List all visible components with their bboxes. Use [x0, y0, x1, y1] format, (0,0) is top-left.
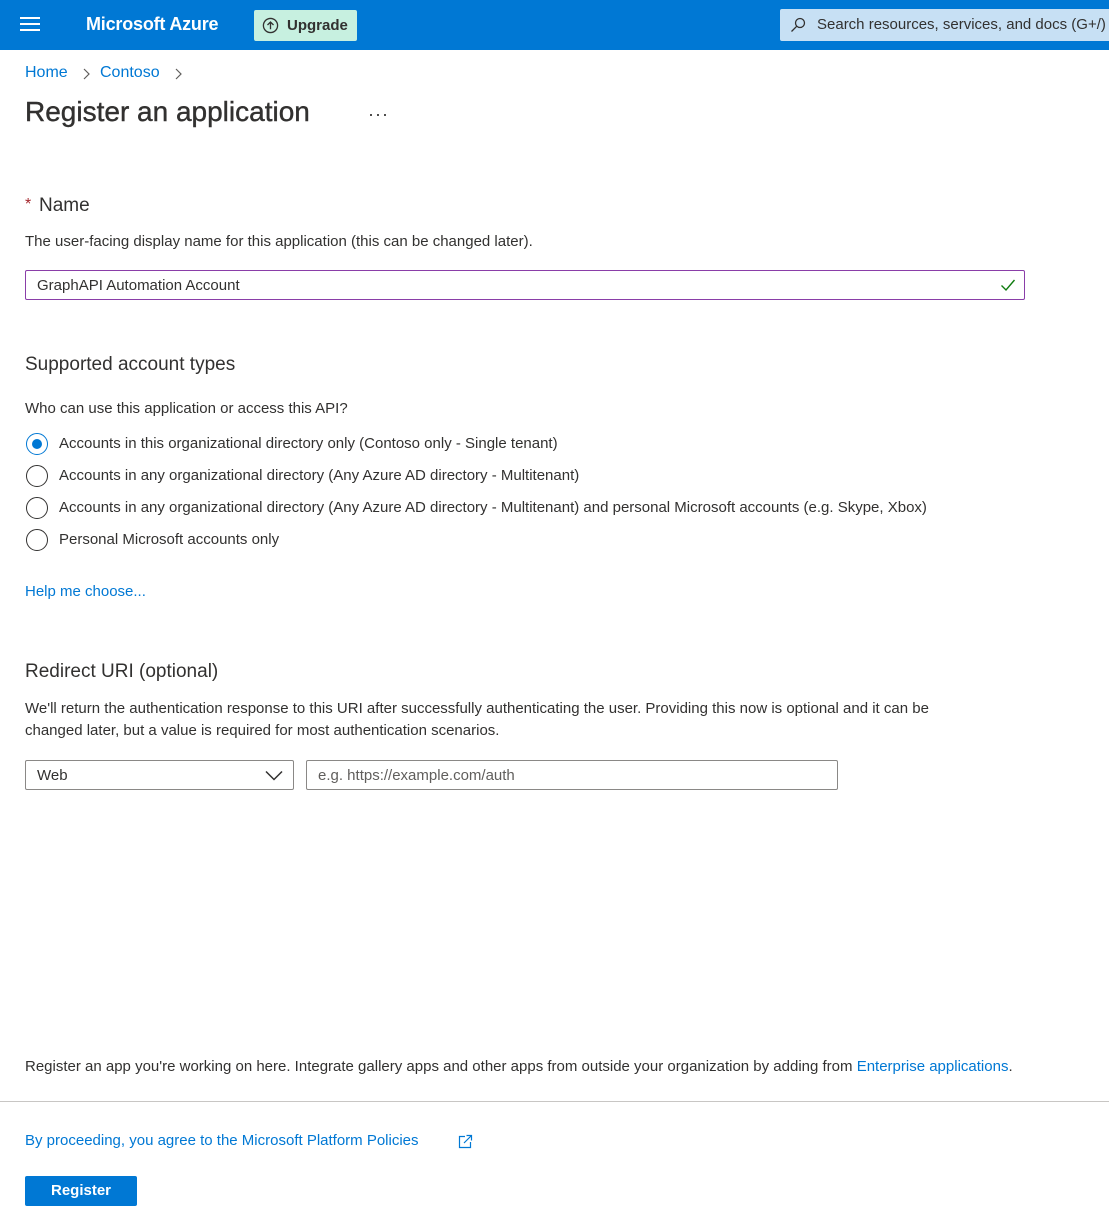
search-icon: [790, 17, 806, 33]
platform-select[interactable]: [25, 760, 294, 790]
radio-multitenant[interactable]: [26, 465, 48, 487]
redirect-heading: Redirect URI (optional): [25, 661, 219, 682]
redirect-description-line2: changed later, but a value is required for most authentication scenarios.: [25, 722, 500, 739]
page-title: Register an application: [25, 96, 310, 127]
search-placeholder: Search resources, services, and docs (G+/): [817, 16, 1106, 33]
account-types-question: Who can use this application or access this API?: [25, 400, 348, 417]
name-input[interactable]: [25, 270, 1025, 300]
radio-label-personal-only[interactable]: Personal Microsoft accounts only: [59, 531, 280, 548]
account-types-heading: Supported account types: [25, 354, 236, 375]
platform-select-value: Web: [37, 767, 68, 784]
help-me-choose-link[interactable]: Help me choose...: [25, 583, 146, 600]
name-input-value: GraphAPI Automation Account: [37, 277, 240, 294]
breadcrumb-contoso[interactable]: Contoso: [100, 64, 160, 81]
brand-title[interactable]: Microsoft Azure: [86, 14, 219, 34]
enterprise-applications-link[interactable]: Enterprise applications: [856, 1058, 1009, 1075]
more-options-button[interactable]: ···: [368, 104, 389, 124]
platform-policies-link[interactable]: By proceeding, you agree to the Microsoft Platform Policies: [25, 1132, 419, 1149]
radio-multitenant-personal[interactable]: [26, 497, 48, 519]
chevron-right-icon: [173, 67, 183, 81]
breadcrumb-home[interactable]: Home: [25, 64, 68, 81]
footer-note: [25, 1058, 1013, 1075]
chevron-down-icon: [265, 770, 283, 781]
upgrade-label: Upgrade: [287, 17, 348, 34]
footer-note-end: .: [1008, 1058, 1013, 1075]
external-link-icon[interactable]: [457, 1134, 473, 1150]
arrow-up-circle-icon: [262, 17, 279, 34]
name-description: The user-facing display name for this application (this can be changed later).: [25, 233, 533, 250]
radio-label-single-tenant[interactable]: Accounts in this organizational directory only (Contoso only - Single tenant): [59, 435, 558, 452]
redirect-uri-input-wrapper: [306, 760, 838, 790]
register-button[interactable]: Register: [25, 1176, 137, 1206]
radio-label-multitenant-personal[interactable]: Accounts in any organizational directory (Any Azure AD directory - Multitenant) and personal Microsoft accounts (e.g. Skype, Xbox): [59, 499, 927, 516]
checkmark-icon: [1000, 278, 1016, 292]
redirect-uri-input[interactable]: [307, 761, 837, 789]
chevron-right-icon: [81, 67, 91, 81]
required-marker: *: [25, 196, 32, 213]
redirect-description-line1: We'll return the authentication response to this URI after successfully authenticating the user. Providing this now is optional and it can be: [25, 700, 929, 717]
hamburger-menu-icon[interactable]: [20, 17, 40, 33]
radio-personal-only[interactable]: [26, 529, 48, 551]
top-bar: [0, 0, 1109, 50]
footer-divider: [0, 1101, 1109, 1102]
radio-single-tenant[interactable]: [26, 433, 48, 455]
radio-label-multitenant[interactable]: Accounts in any organizational directory (Any Azure AD directory - Multitenant): [59, 467, 580, 484]
footer-note-text: Register an app you're working on here. Integrate gallery apps and other apps from outside your organization by adding from: [25, 1058, 857, 1075]
name-heading: Name: [39, 195, 90, 216]
upgrade-button[interactable]: [254, 10, 357, 41]
global-search-box[interactable]: [780, 9, 1109, 41]
